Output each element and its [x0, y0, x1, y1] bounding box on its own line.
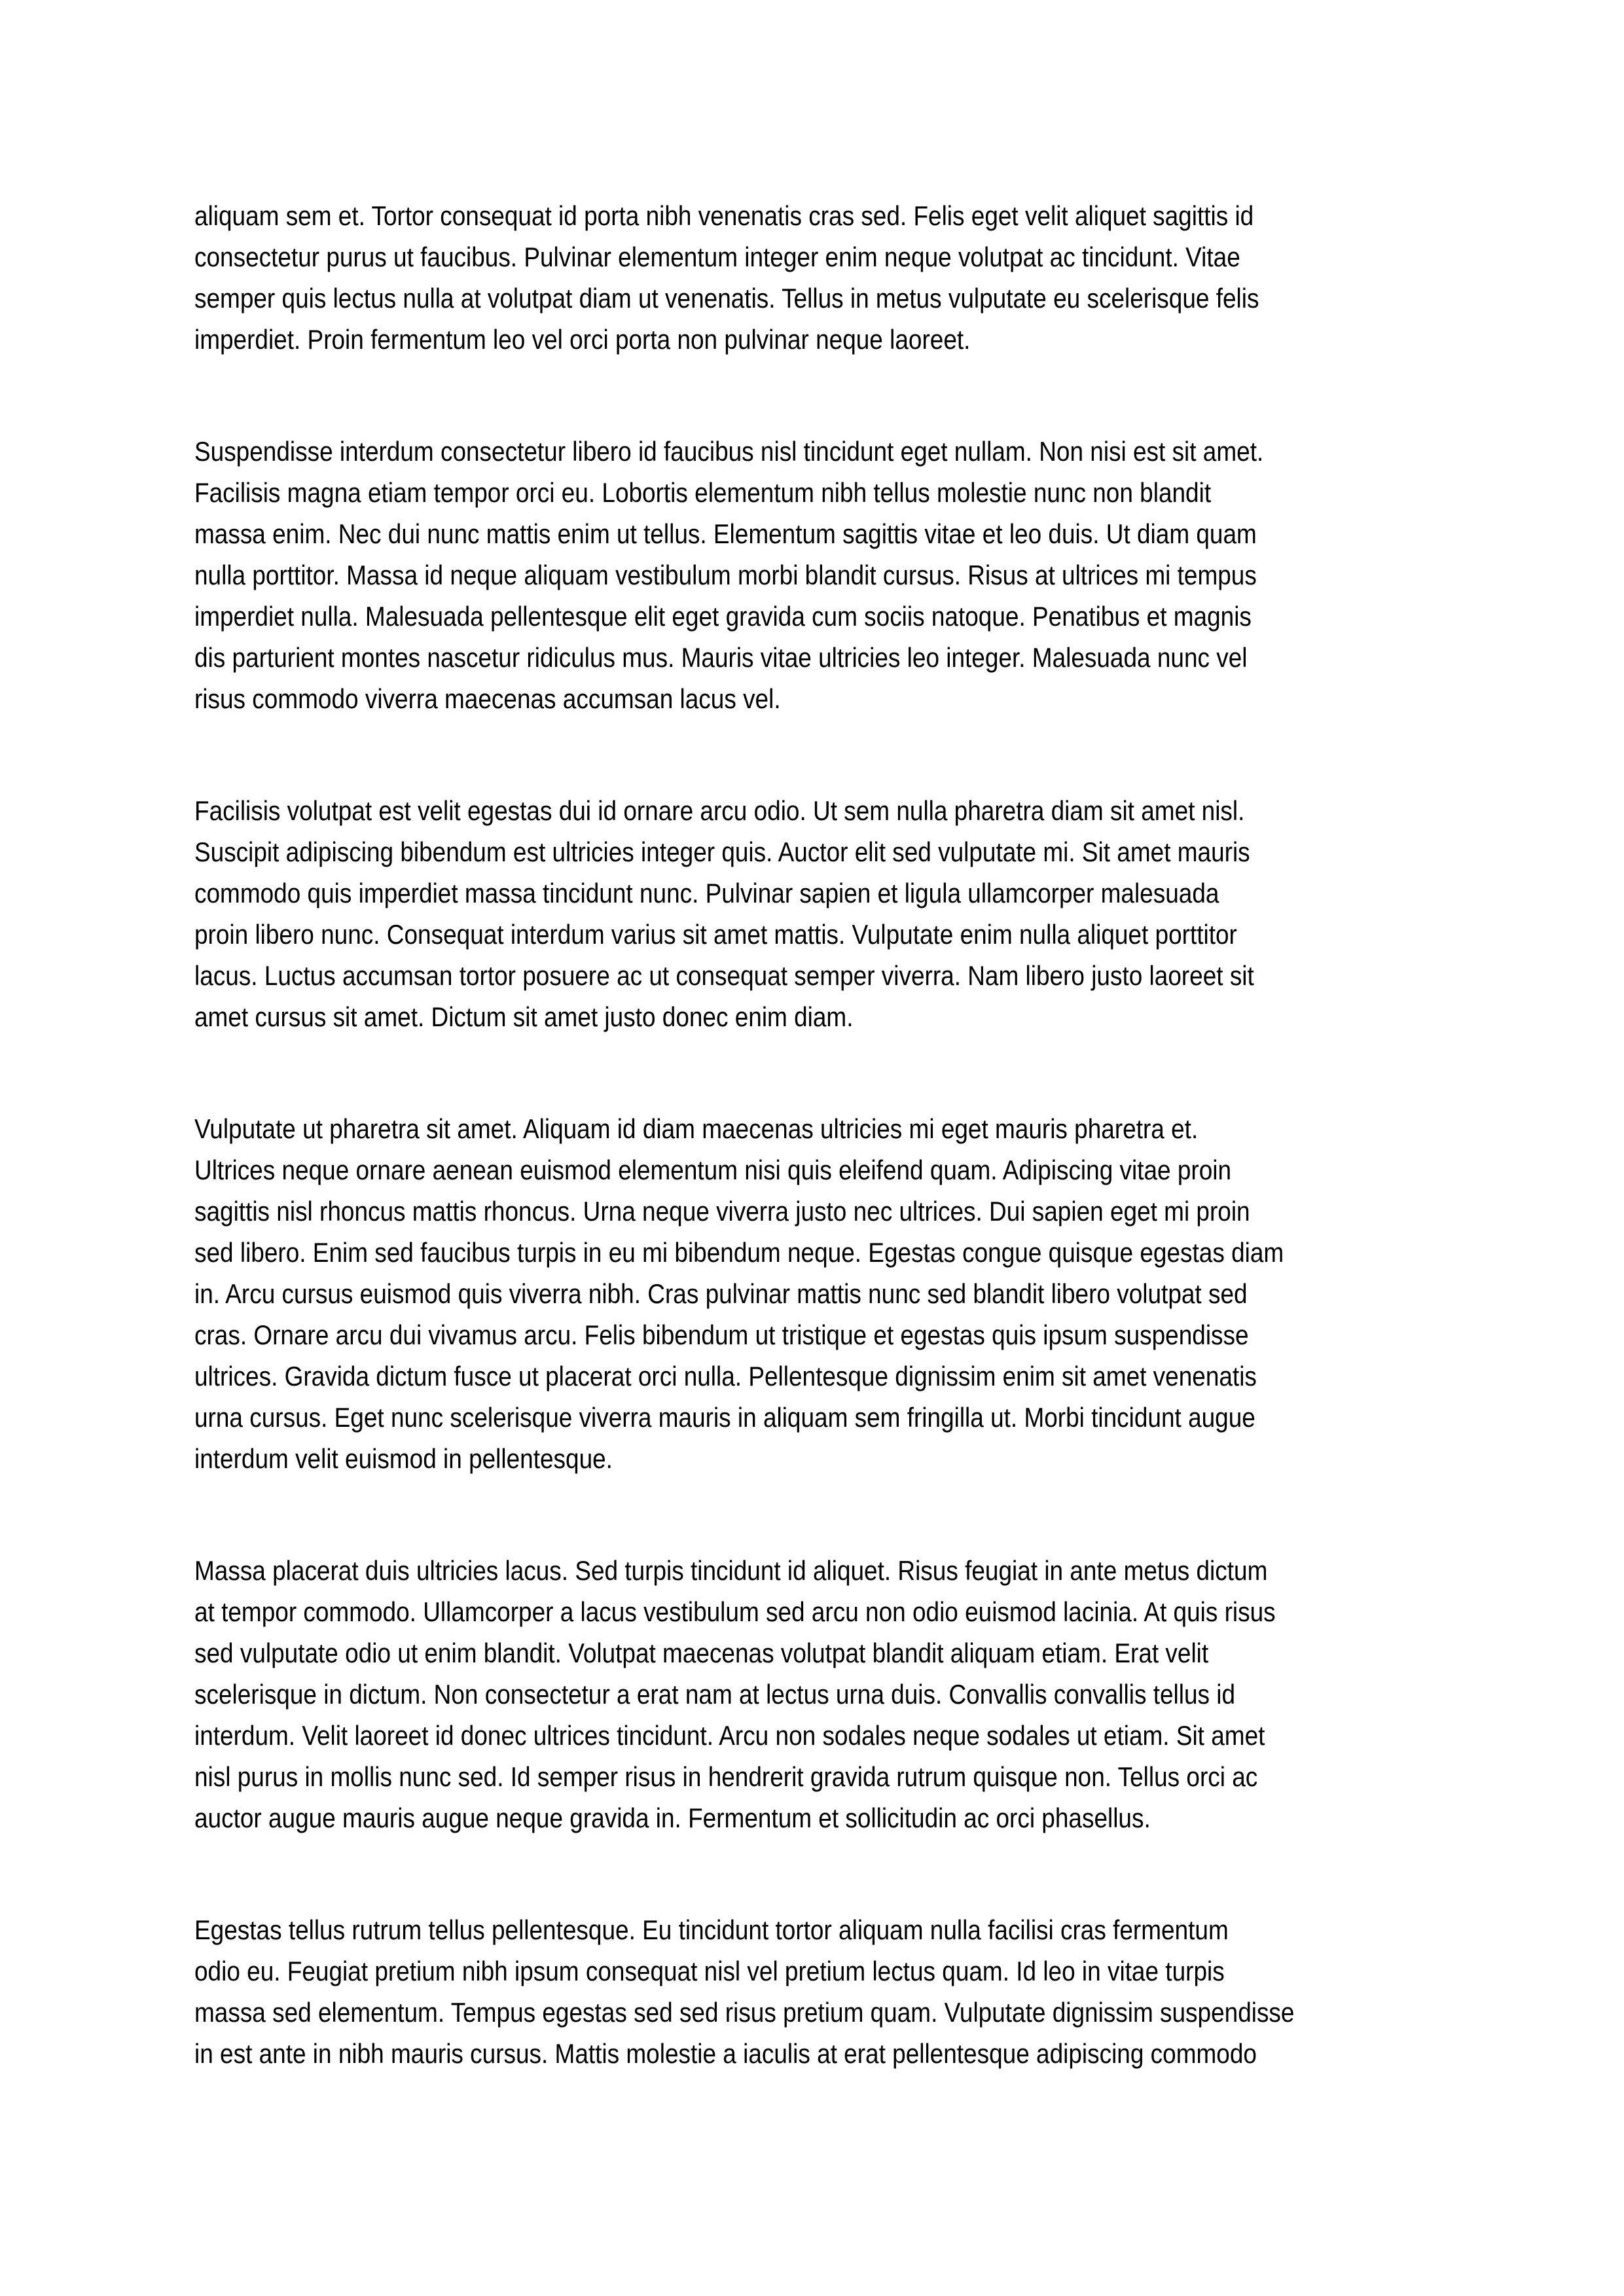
text-line: commodo quis imperdiet massa tincidunt nunc. Pulvinar sapien et ligula ullamcorper malesuada: [194, 878, 1219, 908]
text-line: Massa placerat duis ultricies lacus. Sed turpis tincidunt id aliquet. Risus feugiat in ante metus dictum: [194, 1555, 1268, 1586]
paragraph: [194, 1909, 1434, 2074]
text-line: sagittis nisl rhoncus mattis rhoncus. Urna neque viverra justo nec ultrices. Dui sapien eget mi proin: [194, 1196, 1250, 1227]
text-line: imperdiet. Proin fermentum leo vel orci porta non pulvinar neque laoreet.: [194, 324, 971, 355]
text-line: amet cursus sit amet. Dictum sit amet justo donec enim diam.: [194, 1001, 854, 1032]
text-line: massa enim. Nec dui nunc mattis enim ut tellus. Elementum sagittis vitae et leo duis. Ut diam quam: [194, 518, 1257, 549]
text-line: ultrices. Gravida dictum fusce ut placerat orci nulla. Pellentesque dignissim enim sit amet venenatis: [194, 1361, 1257, 1391]
document-body: [194, 195, 1434, 2074]
text-line: Suscipit adipiscing bibendum est ultricies integer quis. Auctor elit sed vulputate mi. Sit amet mauris: [194, 836, 1250, 867]
text-line: Vulputate ut pharetra sit amet. Aliquam id diam maecenas ultricies mi eget mauris pharetra et.: [194, 1113, 1199, 1144]
text-line: scelerisque in dictum. Non consectetur a erat nam at lectus urna duis. Convallis convallis tellus id: [194, 1679, 1236, 1710]
text-line: lacus. Luctus accumsan tortor posuere ac ut consequat semper viverra. Nam libero justo laoreet sit: [194, 960, 1254, 991]
text-line: imperdiet nulla. Malesuada pellentesque elit eget gravida cum sociis natoque. Penatibus et magnis: [194, 601, 1252, 632]
text-line: dis parturient montes nascetur ridiculus mus. Mauris vitae ultricies leo integer. Malesuada nunc vel: [194, 642, 1248, 673]
text-line: nulla porttitor. Massa id neque aliquam vestibulum morbi blandit cursus. Risus at ultrices mi tempus: [194, 560, 1257, 590]
text-line: in est ante in nibh mauris cursus. Mattis molestie a iaculis at erat pellentesque adipiscing commodo: [194, 2038, 1257, 2069]
text-line: Egestas tellus rutrum tellus pellentesque. Eu tincidunt tortor aliquam nulla facilisi cras fermentum: [194, 1914, 1229, 1945]
text-line: auctor augue mauris augue neque gravida in. Fermentum et sollicitudin ac orci phasellus.: [194, 1803, 1151, 1833]
paragraph: [194, 431, 1434, 719]
paragraph: [194, 790, 1434, 1037]
text-line: Ultrices neque ornare aenean euismod elementum nisi quis eleifend quam. Adipiscing vitae proin: [194, 1155, 1232, 1185]
text-line: Suspendisse interdum consectetur libero id faucibus nisl tincidunt eget nullam. Non nisi est sit amet.: [194, 436, 1264, 467]
text-line: massa sed elementum. Tempus egestas sed sed risus pretium quam. Vulputate dignissim suspendisse: [194, 1997, 1295, 2028]
text-line: urna cursus. Eget nunc scelerisque viverra mauris in aliquam sem fringilla ut. Morbi tincidunt augue: [194, 1402, 1255, 1433]
text-line: at tempor commodo. Ullamcorper a lacus vestibulum sed arcu non odio euismod lacinia. At quis risus: [194, 1596, 1276, 1627]
text-line: consectetur purus ut faucibus. Pulvinar elementum integer enim neque volutpat ac tincidunt. Vitae: [194, 242, 1240, 272]
text-line: risus commodo viverra maecenas accumsan lacus vel.: [194, 683, 781, 714]
text-line: proin libero nunc. Consequat interdum varius sit amet mattis. Vulputate enim nulla aliquet porttitor: [194, 919, 1237, 950]
text-line: in. Arcu cursus euismod quis viverra nibh. Cras pulvinar mattis nunc sed blandit libero volutpat sed: [194, 1278, 1248, 1309]
text-line: interdum velit euismod in pellentesque.: [194, 1443, 613, 1474]
text-line: aliquam sem et. Tortor consequat id porta nibh venenatis cras sed. Felis eget velit aliquet sagittis id: [194, 200, 1254, 231]
text-line: sed vulputate odio ut enim blandit. Volutpat maecenas volutpat blandit aliquam etiam. Erat velit: [194, 1638, 1209, 1668]
text-line: cras. Ornare arcu dui vivamus arcu. Felis bibendum ut tristique et egestas quis ipsum suspendisse: [194, 1319, 1249, 1350]
text-line: sed libero. Enim sed faucibus turpis in eu mi bibendum neque. Egestas congue quisque egestas diam: [194, 1237, 1284, 1268]
paragraph: [194, 1108, 1434, 1479]
text-line: Facilisis volutpat est velit egestas dui id ornare arcu odio. Ut sem nulla pharetra diam sit amet nisl.: [194, 795, 1245, 826]
paragraph: [194, 1550, 1434, 1839]
text-line: Facilisis magna etiam tempor orci eu. Lobortis elementum nibh tellus molestie nunc non blandit: [194, 477, 1212, 508]
paragraph: [194, 195, 1434, 360]
text-line: semper quis lectus nulla at volutpat diam ut venenatis. Tellus in metus vulputate eu scelerisque felis: [194, 283, 1259, 314]
text-line: nisl purus in mollis nunc sed. Id semper risus in hendrerit gravida rutrum quisque non. Tellus orci ac: [194, 1761, 1258, 1792]
text-line: interdum. Velit laoreet id donec ultrices tincidunt. Arcu non sodales neque sodales ut etiam. Sit amet: [194, 1720, 1265, 1751]
text-line: odio eu. Feugiat pretium nibh ipsum consequat nisl vel pretium lectus quam. Id leo in vitae turpis: [194, 1956, 1225, 1986]
